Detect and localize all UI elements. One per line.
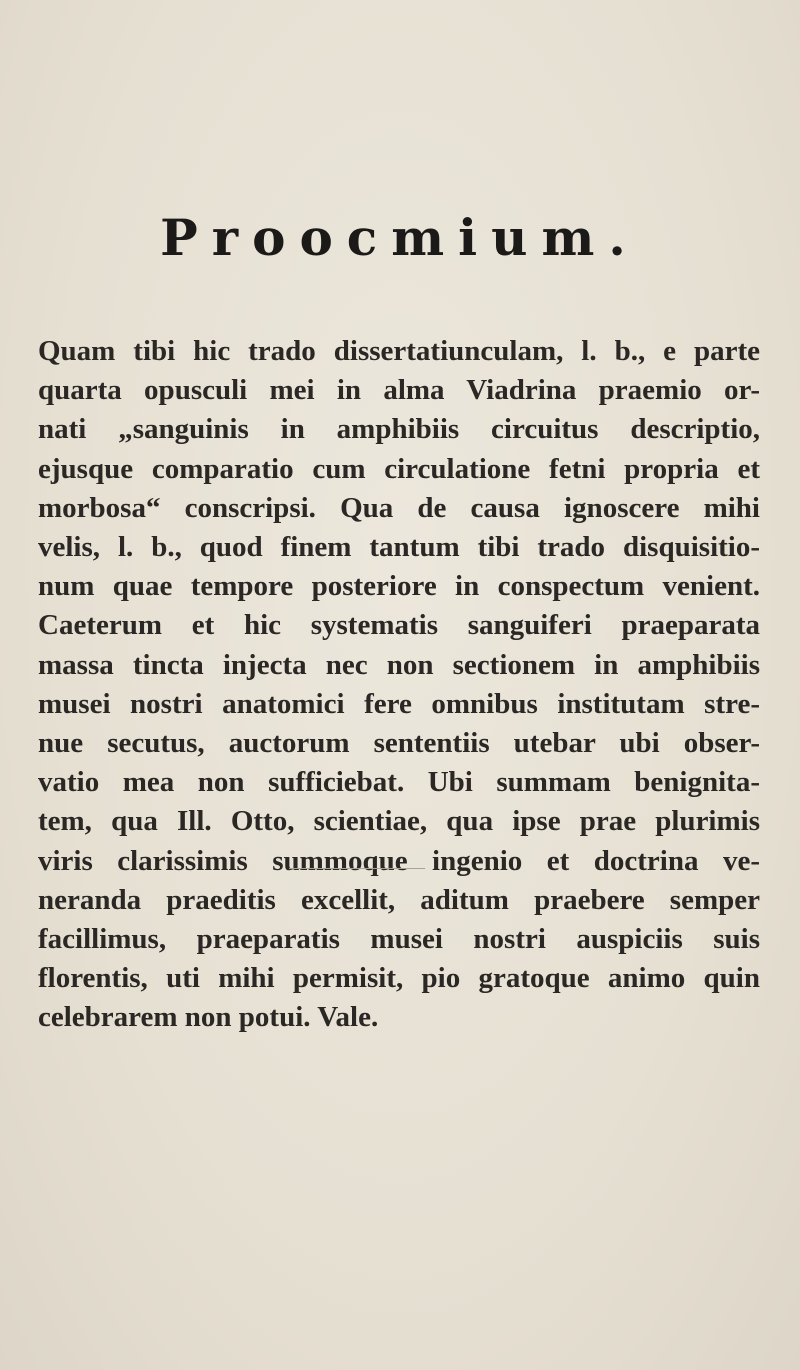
text-line: celebrarem non potui. Vale. [38,1001,379,1034]
text-line: ejusque comparatio cum circulatione fetni propria et [38,452,760,485]
text-line: Caeterum et hic systematis sanguiferi praeparata [38,609,760,642]
body-paragraph [38,332,760,1038]
text-line: tem, qua Ill. Otto, scientiae, qua ipse prae plurimis [38,805,760,838]
text-line: quarta opusculi mei in alma Viadrina praemio or- [38,374,760,407]
page-title: Proocmium. [160,208,640,267]
text-line: neranda praeditis excellit, aditum praebere semper [38,883,760,916]
text-line: musei nostri anatomici fere omnibus institutam stre- [38,687,760,720]
text-line: vatio mea non sufficiebat. Ubi summam benignita- [38,766,760,799]
text-line: massa tincta injecta nec non sectionem in amphibiis [38,648,760,681]
text-line: facillimus, praeparatis musei nostri auspiciis suis [38,923,760,956]
text-line: nati „sanguinis in amphibiis circuitus descriptio, [38,413,760,446]
text-line: florentis, uti mihi permisit, pio gratoque animo quin [38,962,760,995]
text-line: num quae tempore posteriore in conspectum venient. [38,570,760,603]
text-line: viris clarissimis summoque ingenio et doctrina ve- [38,844,760,877]
text-line: velis, l. b., quod finem tantum tibi trado disquisitio- [38,531,760,564]
text-line: Quam tibi hic trado dissertatiunculam, l. b., e parte [38,335,760,367]
closing-rule [289,868,425,869]
text-line: nue secutus, auctorum sententiis utebar ubi obser- [38,727,760,760]
text-line: morbosa“ conscripsi. Qua de causa ignoscere mihi [38,491,760,524]
